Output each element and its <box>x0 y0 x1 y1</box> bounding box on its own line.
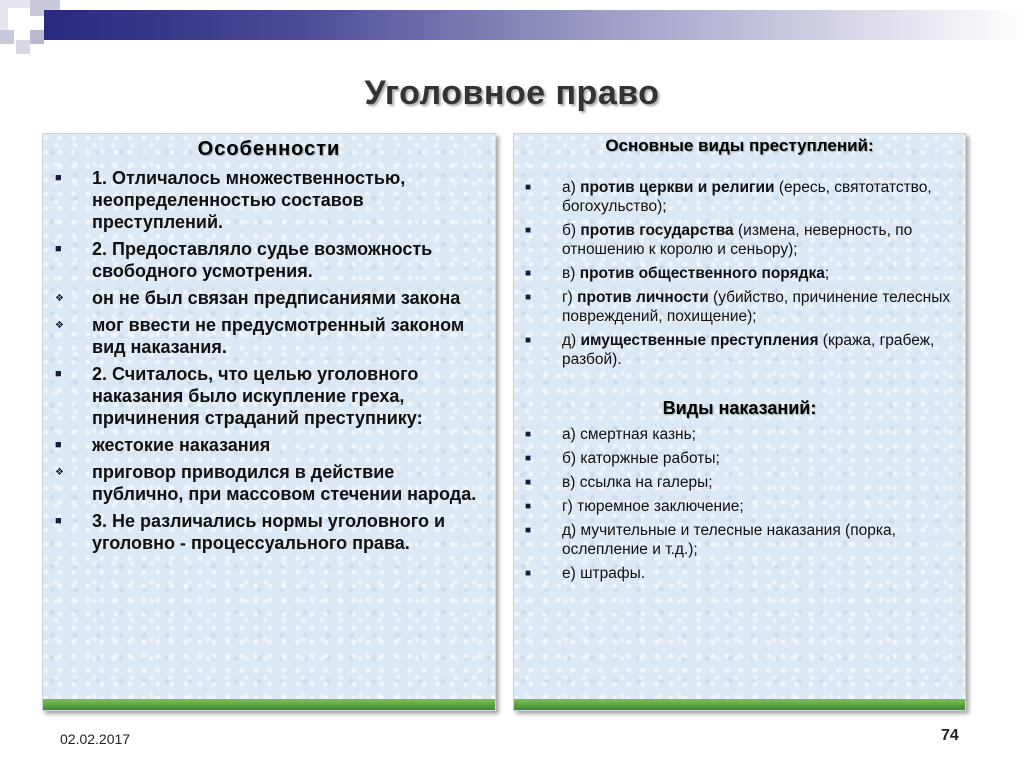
corner-square <box>0 30 14 44</box>
punishment-item <box>562 521 951 559</box>
panel-green-bar <box>43 699 495 710</box>
square-bullet-icon <box>525 521 531 540</box>
feature-item-text: жестокие наказания <box>92 435 271 455</box>
crime-examples: (убийство, причинение телесных повреждений, похищение); <box>562 289 951 325</box>
feature-item <box>92 287 477 309</box>
punishment-item-text: д) мучительные и телесные наказания (порка, ослепление и т.д.); <box>562 522 896 558</box>
crime-examples: ; <box>824 265 830 282</box>
square-bullet-icon <box>525 178 531 197</box>
diamond-bullet-icon <box>55 287 64 310</box>
diamond-bullet-icon <box>55 461 64 484</box>
crime-prefix: б) <box>562 222 581 239</box>
crime-prefix: г) <box>562 289 578 306</box>
punishment-item-text: г) тюремное заключение; <box>562 498 744 515</box>
crime-item <box>562 264 951 283</box>
crime-examples: (ересь, святотатство, богохульство); <box>562 179 932 215</box>
punishment-item <box>562 497 951 516</box>
features-list <box>43 167 495 554</box>
crime-category: имущественные преступления <box>580 332 819 349</box>
crime-item <box>562 331 951 369</box>
feature-item <box>92 461 477 505</box>
feature-item <box>92 167 477 233</box>
feature-item-text: 3. Не различались нормы уголовного и уголовно - процессуального права. <box>92 511 446 553</box>
header-gradient-bar <box>62 10 1024 40</box>
punishment-item <box>562 449 951 468</box>
crimes-heading: Основные виды преступлений: <box>605 136 874 155</box>
crime-item <box>562 288 951 326</box>
crimes-list <box>514 178 965 369</box>
square-bullet-icon <box>525 473 531 492</box>
panel-green-bar <box>514 699 965 710</box>
square-bullet-icon <box>525 497 531 516</box>
feature-item-text: он не был связан предписаниями закона <box>92 288 461 308</box>
feature-item-text: 2. Считалось, что целью уголовного наказания было искупление греха, причинения страданий преступнику: <box>92 364 423 428</box>
crime-prefix: в) <box>562 265 580 282</box>
punishment-item <box>562 564 951 583</box>
corner-square <box>30 30 44 44</box>
diamond-bullet-icon <box>55 314 64 337</box>
crime-examples: (измена, неверность, по отношению к королю и сеньору); <box>562 222 913 258</box>
punishment-item-text: а) смертная казнь; <box>562 426 696 443</box>
square-bullet-icon <box>55 238 62 260</box>
crime-category: против личности <box>577 289 709 306</box>
square-bullet-icon <box>525 264 531 283</box>
feature-item <box>92 314 477 358</box>
features-panel <box>42 133 496 711</box>
feature-item <box>92 434 477 456</box>
punishment-item-text: б) каторжные работы; <box>562 450 720 467</box>
crime-category: против государства <box>580 222 734 239</box>
crime-item <box>562 221 951 259</box>
corner-square <box>8 8 30 30</box>
crime-prefix: а) <box>562 179 581 196</box>
feature-item <box>92 238 477 282</box>
feature-item-text: приговор приводился в действие публично, при массовом стечении народа. <box>92 462 477 504</box>
crime-prefix: д) <box>562 332 581 349</box>
square-bullet-icon <box>525 449 531 468</box>
square-bullet-icon <box>55 363 62 385</box>
footer-date: 02.02.2017 <box>60 731 131 747</box>
square-bullet-icon <box>525 288 531 307</box>
square-bullet-icon <box>55 510 62 532</box>
corner-square <box>44 10 62 40</box>
corner-square <box>16 40 30 54</box>
punishments-heading: Виды наказаний: <box>662 398 817 418</box>
crime-item <box>562 178 951 216</box>
crime-category: против церкви и религии <box>580 179 775 196</box>
page-title: Уголовное право <box>364 74 660 112</box>
features-heading: Особенности <box>197 138 341 160</box>
punishment-item <box>562 425 951 444</box>
square-bullet-icon <box>525 331 531 350</box>
feature-item-text: мог ввести не предусмотренный законом вид наказания. <box>92 315 465 357</box>
punishment-item-text: е) штрафы. <box>562 565 646 582</box>
feature-item-text: 1. Отличалось множественностью, неопределенностью составов преступлений. <box>92 168 406 232</box>
square-bullet-icon <box>525 221 531 240</box>
square-bullet-icon <box>525 564 531 583</box>
feature-item-text: 2. Предоставляло судье возможность свободного усмотрения. <box>92 239 433 281</box>
feature-item <box>92 363 477 429</box>
page-number: 74 <box>941 727 959 744</box>
square-bullet-icon <box>525 425 531 444</box>
punishment-item-text: в) ссылка на галеры; <box>562 474 713 491</box>
punishments-list <box>514 425 965 583</box>
punishment-item <box>562 473 951 492</box>
feature-item <box>92 510 477 554</box>
square-bullet-icon <box>55 434 62 456</box>
square-bullet-icon <box>55 167 62 189</box>
crime-category: против общественного порядка <box>579 265 825 282</box>
crime-examples: (кража, грабеж, разбой). <box>562 332 935 368</box>
crimes-panel <box>513 133 966 711</box>
